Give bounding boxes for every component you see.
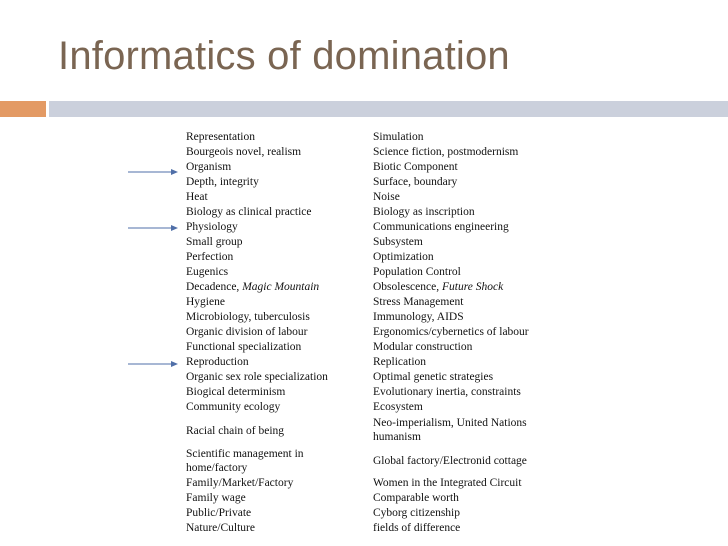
left-cell bbox=[186, 280, 356, 294]
right-cell-prefix: Obsolescence, bbox=[373, 281, 442, 293]
left-cell: Family/Market/Factory bbox=[186, 477, 294, 489]
left-cell: Heat bbox=[186, 191, 208, 203]
slide-title: Informatics of domination bbox=[58, 34, 510, 78]
right-cell: Comparable worth bbox=[373, 492, 459, 504]
left-cell: Racial chain of being bbox=[186, 425, 285, 437]
left-cell: Perfection bbox=[186, 251, 234, 263]
arrow-organism-icon bbox=[128, 168, 178, 176]
right-cell: Immunology, AIDS bbox=[373, 311, 464, 323]
title-underline-bar bbox=[49, 101, 728, 117]
right-cell-italic: Future Shock bbox=[441, 281, 504, 293]
left-cell: Organism bbox=[186, 161, 232, 173]
right-cell: Ergonomics/cybernetics of labour bbox=[373, 326, 529, 338]
left-cell: Physiology bbox=[186, 221, 238, 233]
left-cell: Public/Private bbox=[186, 507, 252, 519]
left-cell: Small group bbox=[186, 236, 243, 248]
left-cell: Bourgeois novel, realism bbox=[186, 146, 302, 158]
right-cell: Optimization bbox=[373, 251, 434, 263]
dichotomy-table bbox=[179, 126, 551, 546]
right-cell: Ecosystem bbox=[373, 401, 423, 413]
left-cell: Representation bbox=[186, 131, 255, 143]
left-cell: Hygiene bbox=[186, 296, 225, 308]
left-cell-prefix: Decadence, bbox=[186, 281, 243, 293]
left-cell: Eugenics bbox=[186, 266, 229, 278]
arrow-reproduction-icon bbox=[128, 360, 178, 368]
right-cell: Noise bbox=[373, 191, 400, 203]
left-cell: Family wage bbox=[186, 492, 246, 504]
right-cell: Cyborg citizenship bbox=[373, 507, 460, 519]
left-cell: Biology as clinical practice bbox=[186, 206, 312, 218]
right-cell: Simulation bbox=[373, 131, 424, 143]
right-cell: Evolutionary inertia, constraints bbox=[373, 386, 521, 398]
arrow-physiology-icon bbox=[128, 224, 178, 232]
right-cell: Stress Management bbox=[373, 296, 464, 308]
right-cell: Biotic Component bbox=[373, 161, 458, 173]
left-cell: Community ecology bbox=[186, 401, 281, 413]
left-cell: Functional specialization bbox=[186, 341, 302, 353]
right-cell: Communications engineering bbox=[373, 221, 509, 233]
right-cell: fields of difference bbox=[373, 522, 461, 534]
right-cell: Science fiction, postmodernism bbox=[373, 146, 519, 158]
right-cell: Modular construction bbox=[373, 341, 473, 353]
right-cell: Replication bbox=[373, 356, 427, 368]
right-cell: Biology as inscription bbox=[373, 206, 475, 218]
left-cell: Depth, integrity bbox=[186, 176, 259, 188]
right-cell: Neo-imperialism, United Nations humanism bbox=[373, 417, 527, 443]
right-cell: Optimal genetic strategies bbox=[373, 371, 494, 383]
left-cell: Microbiology, tuberculosis bbox=[186, 311, 310, 323]
left-cell: Organic sex role specialization bbox=[186, 371, 328, 383]
right-cell: Subsystem bbox=[373, 236, 423, 248]
left-cell-italic: Magic Mountain bbox=[242, 281, 320, 293]
right-cell: Population Control bbox=[373, 266, 461, 278]
right-cell: Global factory/Electronid cottage bbox=[373, 455, 527, 467]
left-cell: Reproduction bbox=[186, 356, 249, 368]
left-cell: Scientific management in home/factory bbox=[186, 448, 304, 474]
right-cell bbox=[373, 280, 551, 294]
left-cell: Organic division of labour bbox=[186, 326, 308, 338]
right-cell: Surface, boundary bbox=[373, 176, 458, 188]
right-cell: Women in the Integrated Circuit bbox=[373, 477, 522, 489]
left-cell: Nature/Culture bbox=[186, 522, 255, 534]
left-cell: Biogical determinism bbox=[186, 386, 286, 398]
title-accent-square bbox=[0, 101, 46, 117]
